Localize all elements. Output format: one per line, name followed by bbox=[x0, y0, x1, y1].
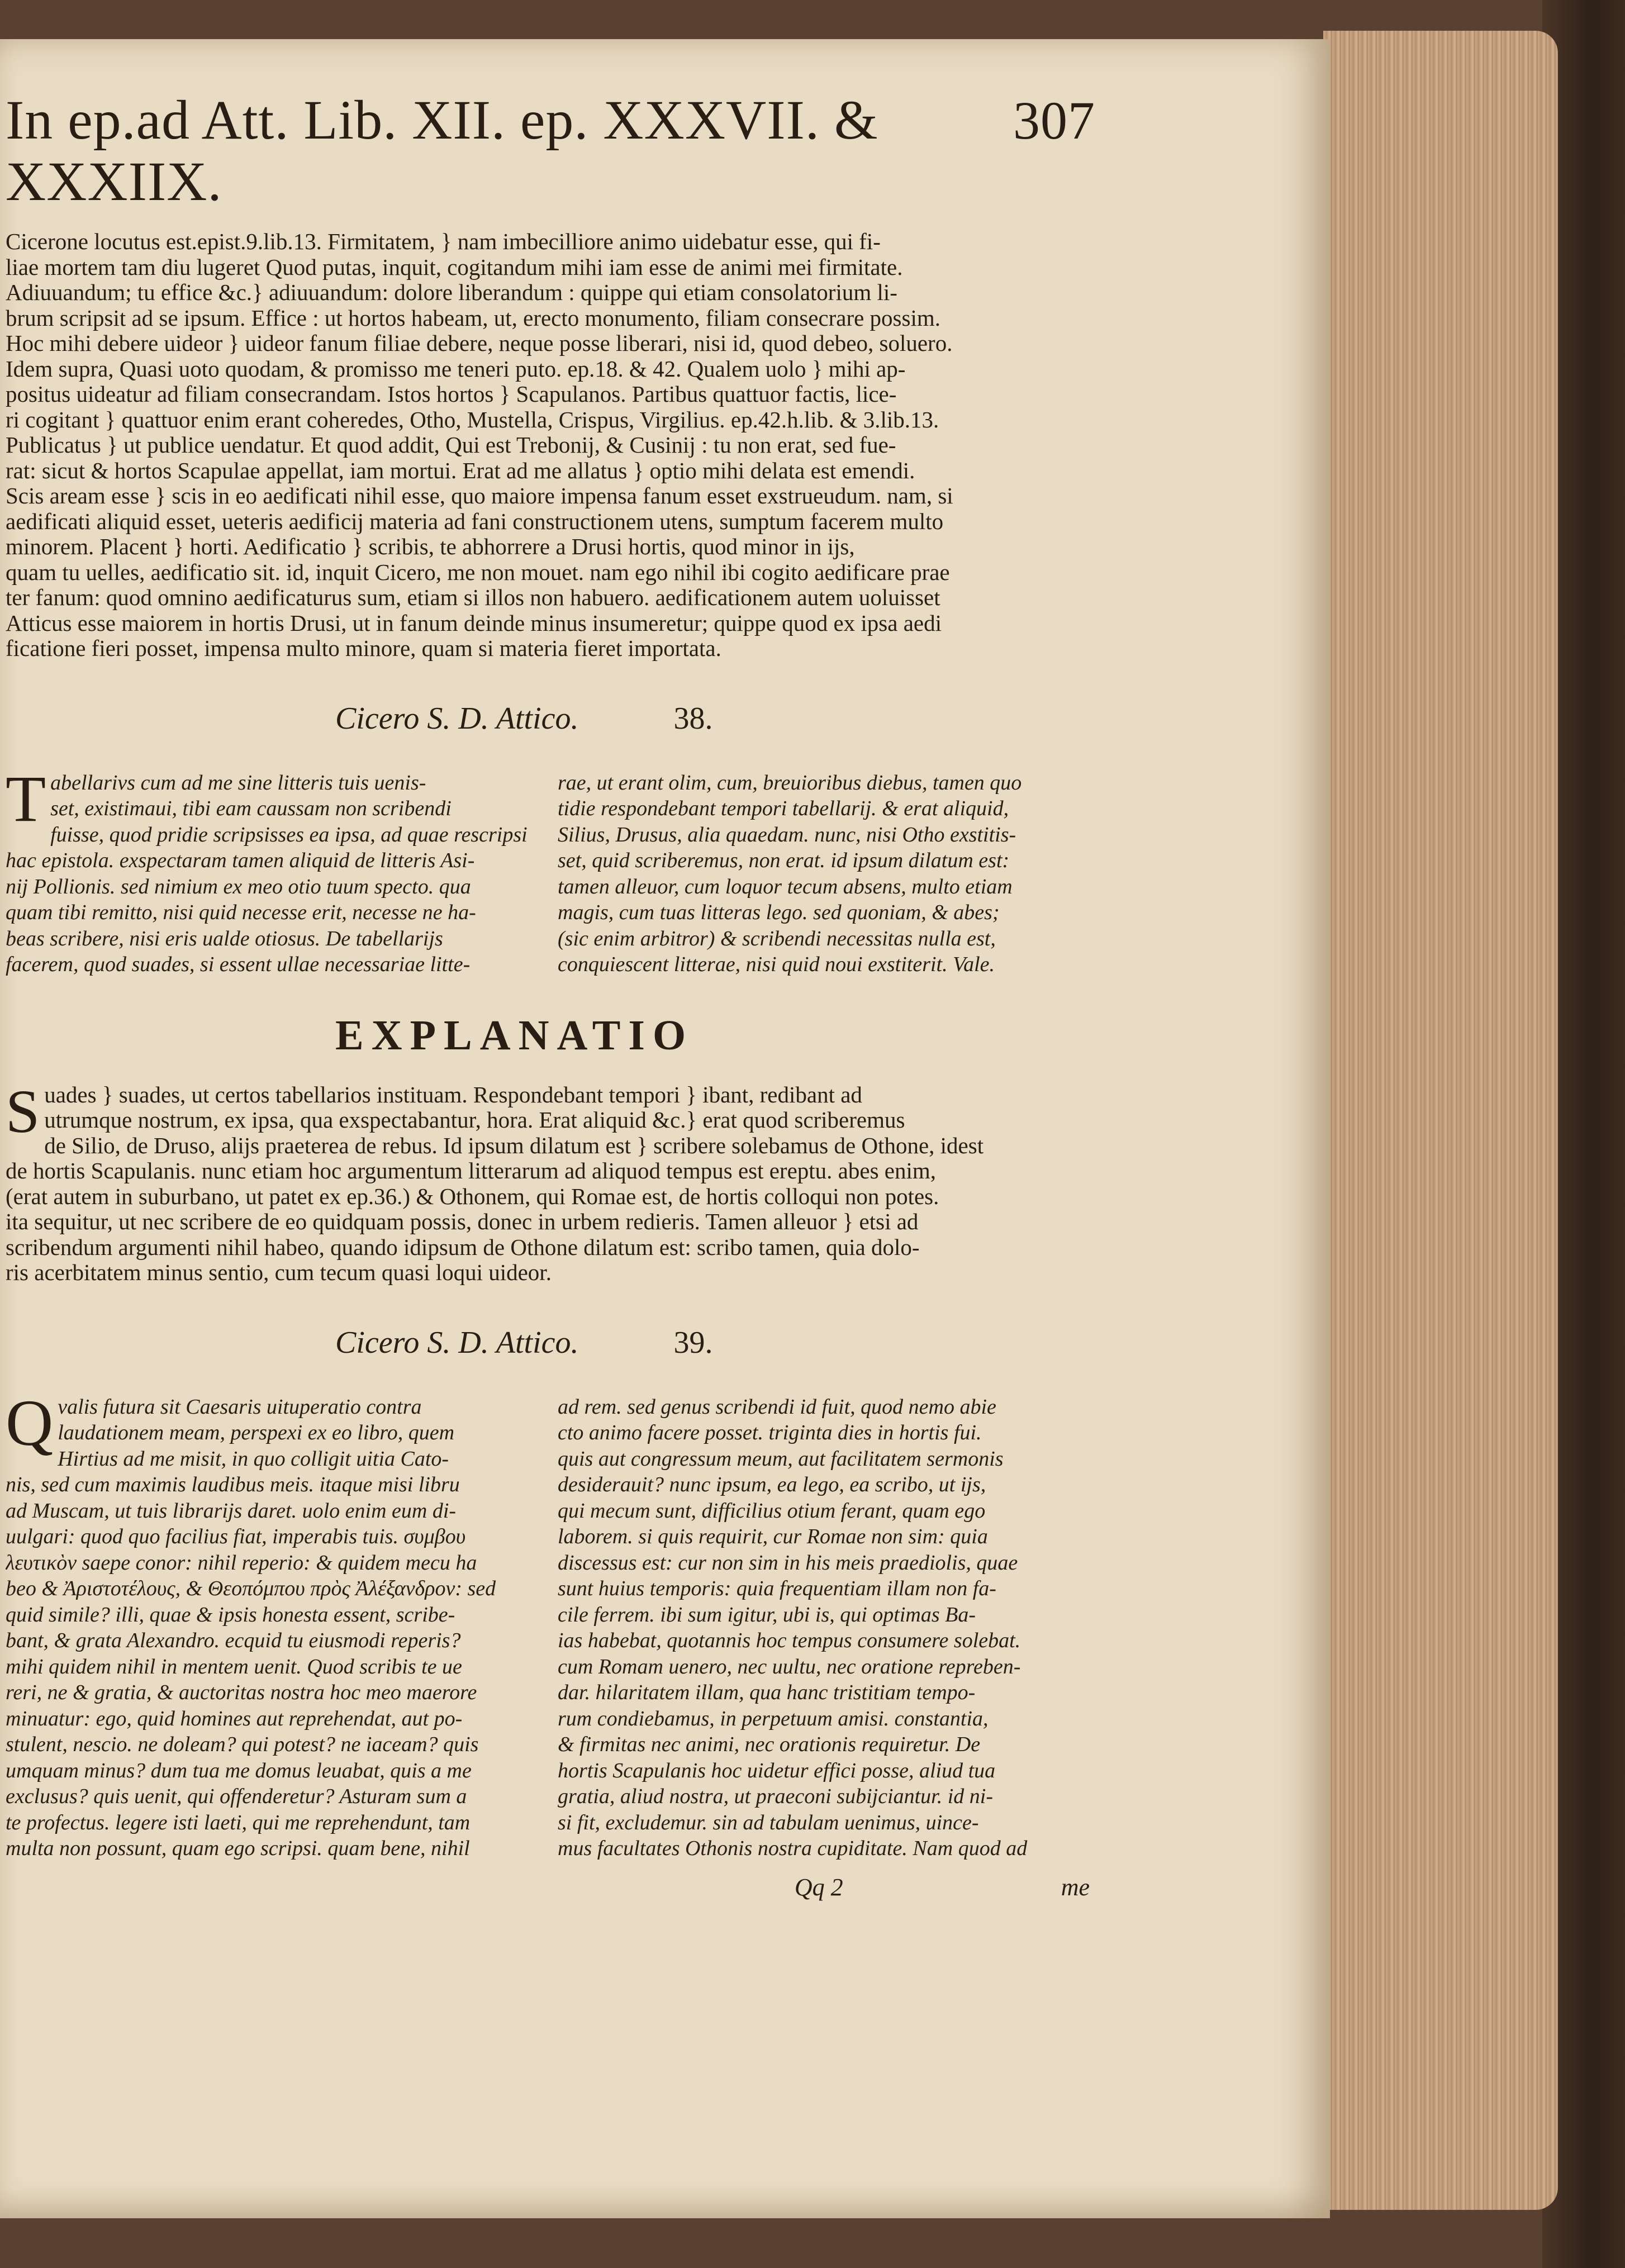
commentary-line: minorem. Placent } horti. Aedificatio } scribis, te abhorrere a Drusi hortis, quod minor in ijs, bbox=[6, 534, 855, 559]
letter-39-salutation: Cicero S. D. Attico. bbox=[335, 1325, 579, 1360]
letter-39-line: mihi quidem nihil in mentem uenit. Quod scribis te ue bbox=[6, 1654, 462, 1679]
letter-39-line: te profectus. legere isti laeti, qui me reprehendunt, tam bbox=[6, 1810, 471, 1834]
letter-38-line: quam tibi remitto, nisi quid necesse erit, necesse ne ha- bbox=[6, 901, 476, 924]
explanatio-block bbox=[6, 1077, 1095, 1286]
letter-38-line: magis, cum tuas litteras lego. sed quoniam, & abes; bbox=[558, 901, 1000, 924]
letter-39-line: hortis Scapulanis hoc uidetur effici posse, aliud tua bbox=[558, 1758, 996, 1782]
letter-38-line: tidie respondebant tempori tabellarij. & erat aliquid, bbox=[558, 797, 1009, 820]
page-edges bbox=[1323, 31, 1558, 2210]
letter-39-line: laborem. si quis requirit, cur Romae non sim: quia bbox=[558, 1525, 988, 1548]
letter-38-line: abellarivs cum ad me sine litteris tuis uenis- bbox=[50, 771, 426, 795]
letter-38-line: conquiescent litterae, nisi quid noui exstiterit. Vale. bbox=[558, 953, 995, 976]
letter-39-line: mus facultates Othonis nostra cupiditate. Nam quod ad bbox=[558, 1837, 1028, 1860]
letter-39-line: cile ferrem. ibi sum igitur, ubi is, qui optimas Ba- bbox=[558, 1603, 976, 1627]
letter-38-line: Silius, Drusus, alia quaedam. nunc, nisi Otho exstitis- bbox=[558, 822, 1016, 847]
letter-39-line: nis, sed cum maximis laudibus meis. itaque misi libru bbox=[6, 1473, 460, 1496]
letter-38-line: facerem, quod suades, si essent ullae necessariae litte- bbox=[6, 953, 471, 976]
letter-39-line: si fit, excludemur. sin ad tabulam uenimus, uince- bbox=[558, 1810, 979, 1834]
letter-38-salutation: Cicero S. D. Attico. bbox=[335, 701, 579, 736]
commentary-line: Adiuuandum; tu effice &c.} adiuuandum: dolore liberandum : quippe qui etiam consolatorium li- bbox=[6, 280, 897, 305]
letter-39-line: & firmitas nec animi, nec orationis requiretur. De bbox=[558, 1733, 981, 1756]
commentary-line: aedificati aliquid esset, ueteris aedificij materia ad fani constructionem utens, sumptum facerem multo bbox=[6, 508, 944, 534]
letter-39-line: exclusus? quis uenit, qui offenderetur? Asturam sum a bbox=[6, 1785, 467, 1808]
commentary-block bbox=[6, 229, 1095, 662]
commentary-line: liae mortem tam diu lugeret Quod putas, inquit, cogitandum mihi iam esse de animi mei firmitate. bbox=[6, 254, 903, 280]
letter-39-line: cum Romam uenero, nec uultu, nec oratione repreben- bbox=[558, 1654, 1021, 1679]
running-title: In ep.ad Att. Lib. XII. ep. XXXVII. & XXXIIX. bbox=[6, 89, 878, 212]
letter-39-line: discessus est: cur non sim in his meis praediolis, quae bbox=[558, 1551, 1018, 1575]
letter-39-line: Hirtius ad me misit, in quo colligit uitia Cato- bbox=[58, 1447, 449, 1471]
letter-39-line: gratia, aliud nostra, ut praeconi subijciantur. id ni- bbox=[558, 1785, 994, 1808]
page-content bbox=[6, 89, 1095, 1901]
letter-38-heading bbox=[335, 701, 1095, 736]
letter-38-line: rae, ut erant olim, cum, breuioribus diebus, tamen quo bbox=[558, 771, 1022, 795]
running-header bbox=[6, 89, 1095, 212]
letter-39-line: dar. hilaritatem illam, qua hanc tristitiam tempo- bbox=[558, 1681, 976, 1704]
letter-39-line: rum condiebamus, in perpetuum amisi. constantia, bbox=[558, 1706, 989, 1730]
commentary-line: Cicerone locutus est.epist.9.lib.13. Firmitatem, } nam imbecilliore animo uidebatur esse, qui fi- bbox=[6, 229, 881, 254]
letter-38-number: 38. bbox=[673, 701, 713, 736]
letter-39-line: umquam minus? dum tua me domus leuabat, quis a me bbox=[6, 1758, 472, 1782]
letter-39-number: 39. bbox=[673, 1325, 713, 1360]
letter-39-line: ias habebat, quotannis hoc tempus consumere solebat. bbox=[558, 1629, 1021, 1652]
explanatio-line: ris acerbitatem minus sentio, cum tecum quasi loqui uideor. bbox=[6, 1260, 552, 1285]
letter-38-line: hac epistola. exspectaram tamen aliquid de litteris Asi- bbox=[6, 849, 475, 872]
letter-39-text bbox=[6, 1386, 1095, 1862]
letter-39-line: valis futura sit Caesaris uituperatio contra bbox=[58, 1395, 422, 1419]
commentary-line: ri cogitant } quattuor enim erant coheredes, Otho, Mustella, Crispus, Virgilius. ep.42.h.lib. & 3.lib.13. bbox=[6, 407, 939, 432]
letter-38-line: beas scribere, nisi eris ualde otiosus. De tabellarijs bbox=[6, 926, 443, 950]
letter-39-line: quis aut congressum meum, aut facilitatem sermonis bbox=[558, 1447, 1004, 1471]
page-number: 307 bbox=[1013, 91, 1095, 150]
signature-mark: Qq 2 bbox=[794, 1873, 843, 1901]
letter-38-line: tamen alleuor, cum loquor tecum absens, multo etiam bbox=[558, 874, 1013, 898]
letter-38-text bbox=[6, 762, 1095, 978]
letter-39-line: bant, & grata Alexandro. ecquid tu eiusmodi reperis? bbox=[6, 1629, 461, 1652]
letter-38-line: nij Pollionis. sed nimium ex meo otio tuum specto. qua bbox=[6, 874, 471, 898]
letter-39-line: cto animo facere posset. triginta dies in hortis fui. bbox=[558, 1421, 982, 1444]
letter-39-line: multa non possunt, quam ego scripsi. quam bene, nihil bbox=[6, 1837, 470, 1860]
explanatio-line: de Silio, de Druso, alijs praeterea de rebus. Id ipsum dilatum est } scribere solebamus de Othone, idest bbox=[44, 1133, 984, 1158]
commentary-line: Atticus esse maiorem in hortis Drusi, ut in fanum deinde minus insumeretur; quippe quod ex ipsa aedi bbox=[6, 610, 942, 636]
letter-39-dropcap: Q bbox=[6, 1386, 54, 1459]
letter-39-line: beo & Ἀριστοτέλους, & Θεοπόμπου πρὸς Ἀλέξανδρον: sed bbox=[6, 1577, 496, 1600]
commentary-line: rat: sicut & hortos Scapulae appellat, iam mortui. Erat ad me allatus } optio mihi delata est emendi. bbox=[6, 458, 915, 483]
letter-39-line: uulgari: quod quo facilius fiat, imperabis tuis. συμβου bbox=[6, 1525, 466, 1548]
letter-39-line: reri, ne & gratia, & auctoritas nostra hoc meo maerore bbox=[6, 1681, 477, 1704]
commentary-line: Publicatus } ut publice uendatur. Et quod addit, Qui est Trebonij, & Cusinij : tu non erat, sed fue- bbox=[6, 432, 896, 458]
letter-38-line: fuisse, quod pridie scripsisses ea ipsa, ad quae rescripsi bbox=[50, 822, 528, 847]
letter-38-left-column bbox=[6, 762, 536, 978]
commentary-line: Hoc mihi debere uideor } uideor fanum filiae debere, neque posse liberari, nisi id, quod debeo, soluero. bbox=[6, 331, 953, 356]
letter-38-right-column bbox=[558, 770, 1089, 978]
commentary-line: Scis aream esse } scis in eo aedificati nihil esse, quo maiore impensa fanum esset exstrueudum. nam, si bbox=[6, 483, 953, 508]
commentary-line: ficatione fieri posset, impensa multo minore, quam si materia fieret importata. bbox=[6, 636, 721, 661]
explanatio-title: EXPLANATIO bbox=[335, 1011, 694, 1059]
commentary-line: quam tu uelles, aedificatio sit. id, inquit Cicero, me non mouet. nam ego nihil ibi cogito aedificare prae bbox=[6, 559, 950, 585]
letter-39-heading bbox=[335, 1325, 1095, 1361]
letter-39-line: ad Muscam, ut tuis librarijs daret. uolo enim eum di- bbox=[6, 1499, 457, 1523]
letter-39-line: quid simile? illi, quae & ipsis honesta essent, scribe- bbox=[6, 1603, 455, 1627]
commentary-line: brum scripsit ad se ipsum. Effice : ut hortos habeam, ut, erecto monumento, filiam consecrare possim. bbox=[6, 305, 940, 331]
letter-38-dropcap: T bbox=[6, 762, 46, 835]
explanatio-line: (erat autem in suburbano, ut patet ex ep.36.) & Othonem, qui Romae est, de hortis colloqui non potes. bbox=[6, 1183, 939, 1209]
explanatio-line: ita sequitur, ut nec scribere de eo quidquam possis, donec in urbem redieris. Tamen alleuor } etsi ad bbox=[6, 1209, 919, 1234]
letter-38-line: set, existimaui, tibi eam caussam non scribendi bbox=[50, 797, 452, 820]
letter-39-left-column bbox=[6, 1386, 536, 1862]
letter-39-line: λευτικὸν saepe conor: nihil reperio: & quidem mecu ha bbox=[6, 1551, 477, 1575]
commentary-line: ter fanum: quod omnino aedificaturus sum, etiam si illos non habuero. aedificationem autem uoluisset bbox=[6, 585, 940, 610]
explanatio-line: de hortis Scapulanis. nunc etiam hoc argumentum litterarum ad aliquod tempus est ereptu. abes enim, bbox=[6, 1158, 937, 1183]
letter-39-line: laudationem meam, perspexi ex eo libro, quem bbox=[58, 1421, 455, 1444]
commentary-line: Idem supra, Quasi uoto quodam, & promisso me teneri puto. ep.18. & 42. Qualem uolo } mihi ap- bbox=[6, 356, 906, 382]
explanatio-dropcap: S bbox=[6, 1077, 40, 1145]
catchword: me bbox=[1061, 1873, 1090, 1901]
explanatio-line: scribendum argumenti nihil habeo, quando idipsum de Othone dilatum est: scribo tamen, quia dolo- bbox=[6, 1234, 920, 1260]
letter-39-line: qui mecum sunt, difficilius otium ferant, quam ego bbox=[558, 1499, 986, 1523]
letter-39-right-column bbox=[558, 1394, 1089, 1862]
page-footer bbox=[6, 1873, 1095, 1901]
letter-39-line: minuatur: ego, quid homines aut reprehendat, aut po- bbox=[6, 1706, 463, 1730]
explanatio-line: uades } suades, ut certos tabellarios instituam. Respondebant tempori } ibant, redibant ad bbox=[44, 1082, 862, 1107]
letter-39-line: sunt huius temporis: quia frequentiam illam non fa- bbox=[558, 1577, 996, 1600]
letter-39-line: stulent, nescio. ne doleam? qui potest? ne iaceam? quis bbox=[6, 1733, 479, 1756]
book-page bbox=[0, 39, 1330, 2218]
letter-38-line: set, quid scriberemus, non erat. id ipsum dilatum est: bbox=[558, 849, 1010, 872]
letter-39-line: ad rem. sed genus scribendi id fuit, quod nemo abie bbox=[558, 1395, 996, 1419]
letter-39-line: desiderauit? nunc ipsum, ea lego, ea scribo, ut ijs, bbox=[558, 1473, 986, 1496]
commentary-line: positus uideatur ad filiam consecrandam. Istos hortos } Scapulanos. Partibus quattuor factis, lice- bbox=[6, 382, 897, 407]
explanatio-line: utrumque nostrum, ex ipsa, qua exspectabantur, hora. Erat aliquid &c.} erat quod scriberemus bbox=[44, 1107, 905, 1133]
letter-38-line: (sic enim arbitror) & scribendi necessitas nulla est, bbox=[558, 926, 996, 950]
